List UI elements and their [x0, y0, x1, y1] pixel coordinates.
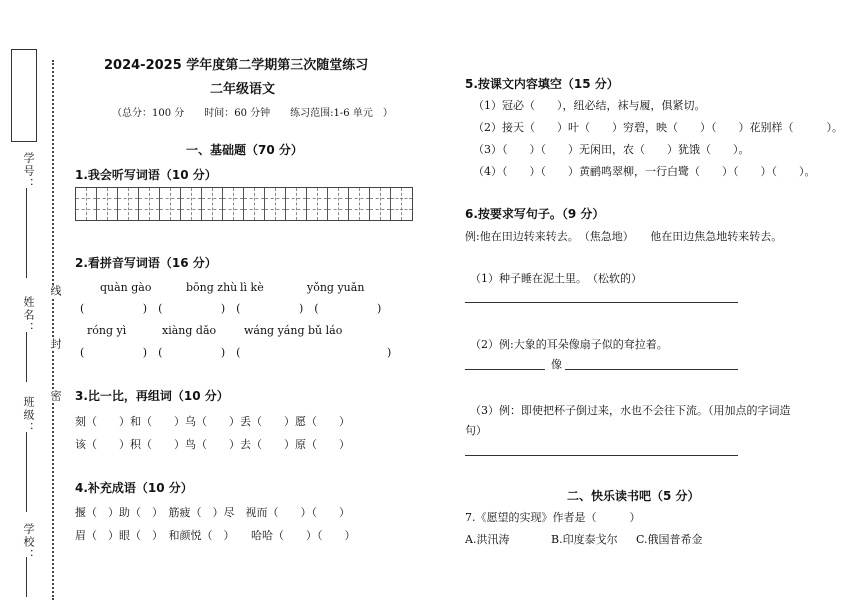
- school-label: 学校：: [22, 523, 35, 562]
- exam-subtitle: 二年级语文: [210, 82, 276, 97]
- q5-item-1[interactable]: （1）冠必（ ），纽必结，袜与履，俱紧切。: [473, 99, 706, 112]
- school-line[interactable]: [26, 557, 27, 597]
- pinyin-6: xiàng dǎo: [162, 324, 217, 337]
- student-number-line[interactable]: [26, 188, 27, 278]
- q6-heading: 6.按要求写句子。（9 分）: [465, 207, 605, 221]
- q3-heading: 3.比一比，再组词（10 分）: [75, 389, 229, 403]
- q5-item-3[interactable]: （3）（ ）（ ）无闲田，农（ ）犹饿（ ）。: [473, 143, 750, 156]
- pinyin-3: lì kè: [240, 281, 264, 294]
- seal-line: [52, 60, 54, 600]
- q6-item-2: （2）例:大象的耳朵像扇子似的耷拉着。: [470, 338, 668, 351]
- pinyin-7: wáng yáng bǔ láo: [244, 324, 343, 337]
- pinyin-5: róng yì: [87, 324, 127, 337]
- q6-answer-line-2a[interactable]: [465, 369, 545, 370]
- q5-item-2[interactable]: （2）接天（ ）叶（ ）穷碧，映（ ）（ ）花别样（ ）。: [473, 121, 843, 134]
- q7-question: 7.《愿望的实现》作者是（ ）: [465, 511, 641, 524]
- class-line[interactable]: [26, 432, 27, 512]
- q6-item-3: （3）例：即使把杯子倒过来，水也不会往下流。（用加点的字词造: [470, 404, 791, 417]
- pinyin-answer-row-1[interactable]: ( ) ( ) ( ) ( ): [80, 302, 382, 315]
- q3-row-2[interactable]: 该（ ）积（ ）鸟（ ）去（ ）原（ ）: [75, 438, 350, 451]
- pinyin-1: quàn gào: [100, 281, 152, 294]
- q7-option-c[interactable]: C.俄国普希金: [636, 533, 703, 546]
- seal-char-feng: 封: [49, 338, 62, 351]
- pinyin-answer-row-2[interactable]: ( ) ( ) ( ): [80, 346, 392, 359]
- q6-example: 例:他在田边转来转去。 （焦急地） 他在田边焦急地转来转去。: [465, 230, 783, 243]
- exam-meta: （总分：100 分 时间：60 分钟 练习范围:1-6 单元 ）: [112, 108, 393, 119]
- q6-item-2-like: 像: [551, 358, 562, 371]
- name-label: 姓名：: [22, 296, 35, 335]
- q1-heading: 1.我会听写词语（10 分）: [75, 168, 217, 182]
- class-label: 班级：: [22, 396, 35, 435]
- name-line[interactable]: [26, 332, 27, 382]
- pinyin-2: bōng zhù: [186, 281, 238, 294]
- q7-option-b[interactable]: B.印度泰戈尔: [551, 533, 618, 546]
- q6-item-1: （1）种子睡在泥土里。 （松软的）: [470, 272, 642, 285]
- student-number-label: 学号：: [22, 152, 35, 191]
- writing-grid[interactable]: [75, 187, 413, 221]
- seal-char-mi: 密: [49, 390, 62, 403]
- q6-item-3-cont: 句）: [465, 424, 487, 437]
- q5-heading: 5.按课文内容填空（15 分）: [465, 77, 619, 91]
- part1-heading: 一、基础题（70 分）: [186, 143, 303, 157]
- q4-row-1[interactable]: 揠（ ）助（ ） 筋疲（ ）尽 视而（ ）（ ）: [75, 506, 350, 519]
- q3-row-1[interactable]: 刻（ ）和（ ）乌（ ）丢（ ）愿（ ）: [75, 415, 350, 428]
- exam-title: 2024-2025 学年度第二学期第三次随堂练习: [104, 58, 369, 73]
- q2-heading: 2.看拼音写词语（16 分）: [75, 256, 217, 270]
- seat-box: [11, 49, 37, 142]
- q6-answer-line-3[interactable]: [465, 455, 738, 456]
- q4-heading: 4.补充成语（10 分）: [75, 481, 193, 495]
- q4-row-2[interactable]: 眉（ ）眼（ ） 和颜悦（ ） 哈哈（ ）（ ）: [75, 529, 356, 542]
- q6-answer-line-2b[interactable]: [565, 369, 738, 370]
- part2-heading: 二、快乐读书吧（5 分）: [567, 489, 700, 503]
- q7-option-a[interactable]: A.洪汛涛: [465, 533, 510, 546]
- q6-answer-line-1[interactable]: [465, 302, 738, 303]
- pinyin-4: yǒng yuǎn: [307, 281, 365, 294]
- seal-char-xian: 线: [49, 285, 62, 298]
- q5-item-4[interactable]: （4）（ ）（ ）黄鹂鸣翠柳，一行白鹭（ ）（ ）（ ）。: [473, 165, 816, 178]
